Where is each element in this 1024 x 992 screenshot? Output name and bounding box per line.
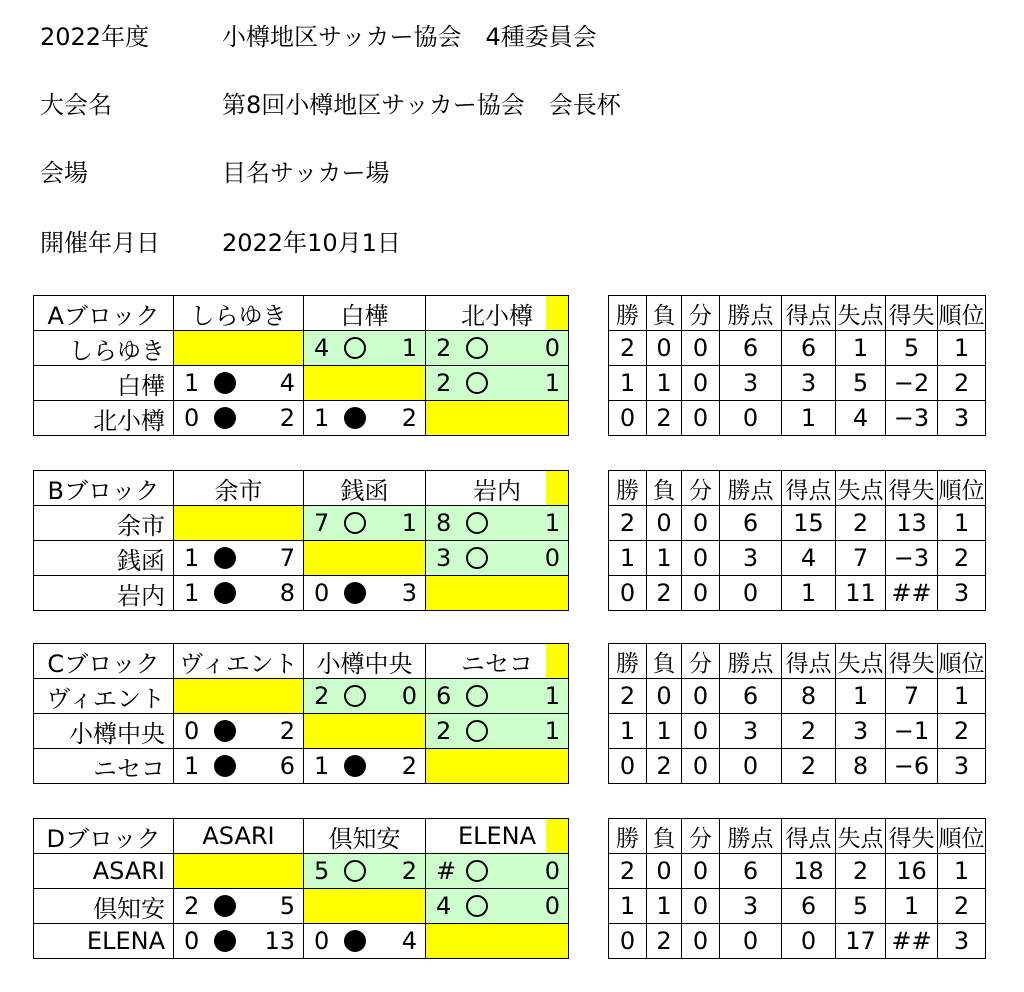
column-team-header: 小樽中央 [303, 643, 426, 679]
block-name: Bブロック [33, 470, 174, 506]
score-against: 5 [279, 892, 295, 920]
stat-header: 負 [646, 818, 682, 854]
white-circle-icon [466, 895, 488, 917]
stat-value: 15 [781, 505, 836, 541]
stat-value: 2 [781, 748, 836, 784]
stat-value: 0 [646, 853, 682, 889]
stat-value: 16 [885, 853, 938, 889]
self-match-cell [173, 505, 304, 541]
black-circle-icon [214, 547, 236, 569]
stat-value: 0 [646, 678, 682, 714]
score-for: 1 [184, 544, 200, 572]
row-team-name: 白樺 [33, 365, 174, 401]
stat-value: 2 [937, 713, 986, 749]
match-result-cell [425, 540, 569, 576]
white-circle-icon [466, 860, 488, 882]
score-for: 8 [436, 509, 452, 537]
stat-header: 負 [646, 643, 682, 679]
event-label: 大会名 [40, 91, 112, 119]
stat-value: 0 [681, 365, 720, 401]
stat-value: 0 [681, 923, 720, 959]
stat-header: 分 [681, 818, 720, 854]
stat-value: 13 [885, 505, 938, 541]
row-team-name: ニセコ [33, 748, 174, 784]
stat-value: 2 [937, 365, 986, 401]
stat-value: 6 [719, 853, 782, 889]
row-team-name: ELENA [33, 923, 174, 959]
venue-label: 会場 [40, 159, 88, 187]
stat-value: 1 [885, 888, 938, 924]
score-for: 0 [184, 717, 200, 745]
stat-value: 18 [781, 853, 836, 889]
stat-header: 得失 [885, 295, 938, 331]
white-circle-icon [344, 512, 366, 534]
block-name: Aブロック [33, 295, 174, 331]
stat-value: 0 [681, 505, 720, 541]
stat-value: 3 [937, 748, 986, 784]
score-against: 0 [544, 892, 560, 920]
stat-header: 勝点 [719, 295, 782, 331]
stat-value: −3 [885, 400, 938, 436]
stat-value: 0 [681, 400, 720, 436]
score-for: 2 [314, 682, 330, 710]
match-result-cell [173, 923, 304, 959]
score-for: 6 [436, 682, 452, 710]
score-against: 8 [279, 579, 295, 607]
stat-value: 0 [681, 853, 720, 889]
stat-header: 失点 [835, 818, 886, 854]
score-against: 0 [544, 544, 560, 572]
stat-value: 0 [646, 505, 682, 541]
white-circle-icon [344, 685, 366, 707]
stat-value: 17 [835, 923, 886, 959]
stat-header: 分 [681, 643, 720, 679]
white-circle-icon [466, 512, 488, 534]
stat-header: 勝点 [719, 818, 782, 854]
stat-value: 1 [608, 540, 647, 576]
score-against: 6 [279, 752, 295, 780]
score-for: 0 [184, 404, 200, 432]
block-b [33, 470, 985, 610]
column-team-header: しらゆき [173, 295, 304, 331]
column-team-header: 銭函 [303, 470, 426, 506]
stat-value: 4 [781, 540, 836, 576]
stat-header: 得点 [781, 643, 836, 679]
stat-header: 負 [646, 470, 682, 506]
score-against: 2 [279, 717, 295, 745]
match-result-cell [173, 365, 304, 401]
stat-value: 1 [608, 888, 647, 924]
score-against: 0 [401, 682, 417, 710]
match-result-cell [173, 713, 304, 749]
stat-value: 2 [608, 330, 647, 366]
stat-header: 順位 [937, 470, 986, 506]
column-team-header: 岩内 [425, 470, 569, 506]
date-label: 開催年月日 [40, 229, 160, 257]
match-result-cell [303, 748, 426, 784]
match-result-cell [173, 748, 304, 784]
stat-value: 8 [835, 748, 886, 784]
self-match-cell [303, 888, 426, 924]
score-for: 1 [314, 404, 330, 432]
white-circle-icon [344, 337, 366, 359]
stat-header: 勝 [608, 295, 647, 331]
score-against: 2 [401, 752, 417, 780]
stat-value: 1 [937, 330, 986, 366]
score-against: 1 [544, 717, 560, 745]
row-team-name: 小樽中央 [33, 713, 174, 749]
self-match-cell [425, 575, 569, 611]
block-name: Dブロック [33, 818, 174, 854]
stat-header: 負 [646, 295, 682, 331]
column-team-header: 白樺 [303, 295, 426, 331]
black-circle-icon [214, 755, 236, 777]
stat-value: 4 [835, 400, 886, 436]
column-team-header: ASARI [173, 818, 304, 854]
stat-value: 3 [719, 365, 782, 401]
stat-value: 6 [719, 330, 782, 366]
match-result-cell [425, 330, 569, 366]
white-circle-icon [466, 337, 488, 359]
block-name: Cブロック [33, 643, 174, 679]
score-for: 3 [436, 544, 452, 572]
black-circle-icon [214, 930, 236, 952]
score-against: 2 [401, 404, 417, 432]
column-team-header: ヴィエント [173, 643, 304, 679]
stat-header: 得点 [781, 470, 836, 506]
stat-value: 1 [608, 713, 647, 749]
score-against: 1 [401, 509, 417, 537]
column-team-header: ニセコ [425, 643, 569, 679]
stat-value: 1 [781, 400, 836, 436]
score-against: 4 [279, 369, 295, 397]
stat-header: 得点 [781, 818, 836, 854]
match-result-cell [425, 888, 569, 924]
stat-value: 0 [681, 330, 720, 366]
black-circle-icon [344, 930, 366, 952]
match-result-cell [173, 540, 304, 576]
row-team-name: ヴィエント [33, 678, 174, 714]
match-result-cell [425, 853, 569, 889]
column-team-header: 倶知安 [303, 818, 426, 854]
stat-value: 2 [608, 678, 647, 714]
block-c [33, 643, 985, 783]
black-circle-icon [214, 720, 236, 742]
year-label: 2022年度 [40, 23, 150, 51]
match-result-cell [173, 400, 304, 436]
stat-value: 3 [719, 540, 782, 576]
self-match-cell [303, 365, 426, 401]
score-for: 5 [314, 857, 330, 885]
stat-value: 0 [681, 748, 720, 784]
row-team-name: 岩内 [33, 575, 174, 611]
stat-value: 1 [781, 575, 836, 611]
self-match-cell [173, 853, 304, 889]
match-result-cell [303, 853, 426, 889]
black-circle-icon [214, 372, 236, 394]
stat-value: 3 [719, 713, 782, 749]
stat-value: 1 [646, 888, 682, 924]
stat-value: 1 [608, 365, 647, 401]
stat-value: 1 [937, 678, 986, 714]
match-result-cell [173, 575, 304, 611]
black-circle-icon [214, 407, 236, 429]
score-for: 0 [184, 927, 200, 955]
row-team-name: しらゆき [33, 330, 174, 366]
self-match-cell [425, 923, 569, 959]
stat-header: 勝 [608, 470, 647, 506]
stat-value: 0 [681, 575, 720, 611]
match-result-cell [425, 678, 569, 714]
stat-header: 得点 [781, 295, 836, 331]
score-for: 4 [436, 892, 452, 920]
stat-value: 0 [646, 330, 682, 366]
block-d [33, 818, 985, 958]
stat-value: 0 [608, 400, 647, 436]
stat-value: 11 [835, 575, 886, 611]
score-against: 0 [544, 857, 560, 885]
stat-value: −6 [885, 748, 938, 784]
score-against: 2 [279, 404, 295, 432]
stat-value: 2 [781, 713, 836, 749]
score-for: 7 [314, 509, 330, 537]
stat-value: 2 [646, 575, 682, 611]
stat-value: 2 [646, 400, 682, 436]
row-team-name: ASARI [33, 853, 174, 889]
stat-value: 0 [681, 888, 720, 924]
white-circle-icon [466, 685, 488, 707]
stat-header: 順位 [937, 818, 986, 854]
column-team-header: ELENA [425, 818, 569, 854]
white-circle-icon [466, 372, 488, 394]
column-team-header: 北小樽 [425, 295, 569, 331]
stat-value: 2 [835, 853, 886, 889]
score-against: 7 [279, 544, 295, 572]
score-against: 1 [544, 369, 560, 397]
stat-value: 6 [781, 888, 836, 924]
score-for: 1 [184, 752, 200, 780]
stat-value: 2 [646, 748, 682, 784]
self-match-cell [425, 748, 569, 784]
score-for: 2 [436, 369, 452, 397]
stat-value: 3 [937, 400, 986, 436]
stat-value: 1 [937, 505, 986, 541]
match-result-cell [303, 923, 426, 959]
score-against: 1 [544, 509, 560, 537]
stat-value: 8 [781, 678, 836, 714]
stat-value: 1 [646, 713, 682, 749]
stat-header: 分 [681, 295, 720, 331]
score-against: 2 [401, 857, 417, 885]
black-circle-icon [344, 407, 366, 429]
stat-value: 2 [937, 888, 986, 924]
score-for: 4 [314, 334, 330, 362]
stat-value: 0 [719, 575, 782, 611]
stat-value: ## [885, 923, 938, 959]
stat-value: −3 [885, 540, 938, 576]
stat-value: −1 [885, 713, 938, 749]
white-circle-icon [466, 720, 488, 742]
stat-value: 5 [885, 330, 938, 366]
score-for: 0 [314, 579, 330, 607]
stat-value: 5 [835, 888, 886, 924]
black-circle-icon [214, 895, 236, 917]
date: 2022年10月1日 [222, 229, 401, 257]
score-for: 1 [314, 752, 330, 780]
score-against: 0 [544, 334, 560, 362]
stat-value: 7 [885, 678, 938, 714]
match-result-cell [303, 505, 426, 541]
match-result-cell [303, 575, 426, 611]
stat-value: 0 [681, 540, 720, 576]
black-circle-icon [344, 582, 366, 604]
stat-value: 5 [835, 365, 886, 401]
stat-value: 2 [608, 505, 647, 541]
stat-value: 3 [719, 888, 782, 924]
self-match-cell [173, 678, 304, 714]
stat-header: 順位 [937, 643, 986, 679]
score-for: 1 [184, 579, 200, 607]
stat-value: 6 [781, 330, 836, 366]
stat-header: 順位 [937, 295, 986, 331]
match-result-cell [303, 330, 426, 366]
stat-value: ## [885, 575, 938, 611]
score-for: # [436, 857, 457, 885]
black-circle-icon [214, 582, 236, 604]
score-for: 2 [436, 334, 452, 362]
row-team-name: 北小樽 [33, 400, 174, 436]
match-result-cell [425, 505, 569, 541]
stat-header: 失点 [835, 295, 886, 331]
stat-value: −2 [885, 365, 938, 401]
score-for: 2 [436, 717, 452, 745]
stat-header: 勝 [608, 818, 647, 854]
match-result-cell [303, 678, 426, 714]
stat-value: 3 [781, 365, 836, 401]
score-for: 1 [184, 369, 200, 397]
white-circle-icon [344, 860, 366, 882]
row-team-name: 倶知安 [33, 888, 174, 924]
stat-header: 得失 [885, 643, 938, 679]
stat-header: 勝点 [719, 470, 782, 506]
row-team-name: 余市 [33, 505, 174, 541]
stat-value: 6 [719, 678, 782, 714]
black-circle-icon [344, 755, 366, 777]
stat-value: 6 [719, 505, 782, 541]
stat-value: 1 [646, 365, 682, 401]
score-against: 4 [401, 927, 417, 955]
stat-header: 失点 [835, 470, 886, 506]
stat-value: 2 [835, 505, 886, 541]
stat-value: 2 [608, 853, 647, 889]
score-against: 1 [544, 682, 560, 710]
stat-value: 1 [646, 540, 682, 576]
stat-header: 分 [681, 470, 720, 506]
stat-value: 0 [719, 923, 782, 959]
event-name: 第8回小樽地区サッカー協会 会長杯 [222, 91, 621, 119]
stat-value: 0 [719, 748, 782, 784]
stat-value: 0 [719, 400, 782, 436]
match-result-cell [425, 365, 569, 401]
stat-value: 2 [646, 923, 682, 959]
stat-value: 0 [608, 923, 647, 959]
self-match-cell [303, 713, 426, 749]
stat-value: 3 [937, 575, 986, 611]
stat-header: 得失 [885, 470, 938, 506]
stat-value: 1 [937, 853, 986, 889]
stat-value: 0 [681, 713, 720, 749]
stat-value: 0 [608, 575, 647, 611]
score-against: 13 [264, 927, 295, 955]
score-for: 2 [184, 892, 200, 920]
self-match-cell [303, 540, 426, 576]
match-result-cell [425, 713, 569, 749]
block-a [33, 295, 985, 435]
venue: 目名サッカー場 [222, 159, 390, 187]
match-result-cell [173, 888, 304, 924]
self-match-cell [173, 330, 304, 366]
row-team-name: 銭函 [33, 540, 174, 576]
stat-value: 0 [681, 678, 720, 714]
match-result-cell [303, 400, 426, 436]
white-circle-icon [466, 547, 488, 569]
organization: 小樽地区サッカー協会 4種委員会 [222, 23, 597, 51]
stat-header: 勝点 [719, 643, 782, 679]
stat-value: 7 [835, 540, 886, 576]
stat-header: 失点 [835, 643, 886, 679]
stat-value: 2 [937, 540, 986, 576]
score-against: 3 [401, 579, 417, 607]
score-against: 1 [401, 334, 417, 362]
stat-header: 勝 [608, 643, 647, 679]
stat-value: 1 [835, 330, 886, 366]
stat-value: 1 [835, 678, 886, 714]
column-team-header: 余市 [173, 470, 304, 506]
score-for: 0 [314, 927, 330, 955]
stat-value: 3 [937, 923, 986, 959]
stat-value: 0 [781, 923, 836, 959]
stat-value: 3 [835, 713, 886, 749]
stat-value: 0 [608, 748, 647, 784]
stat-header: 得失 [885, 818, 938, 854]
self-match-cell [425, 400, 569, 436]
